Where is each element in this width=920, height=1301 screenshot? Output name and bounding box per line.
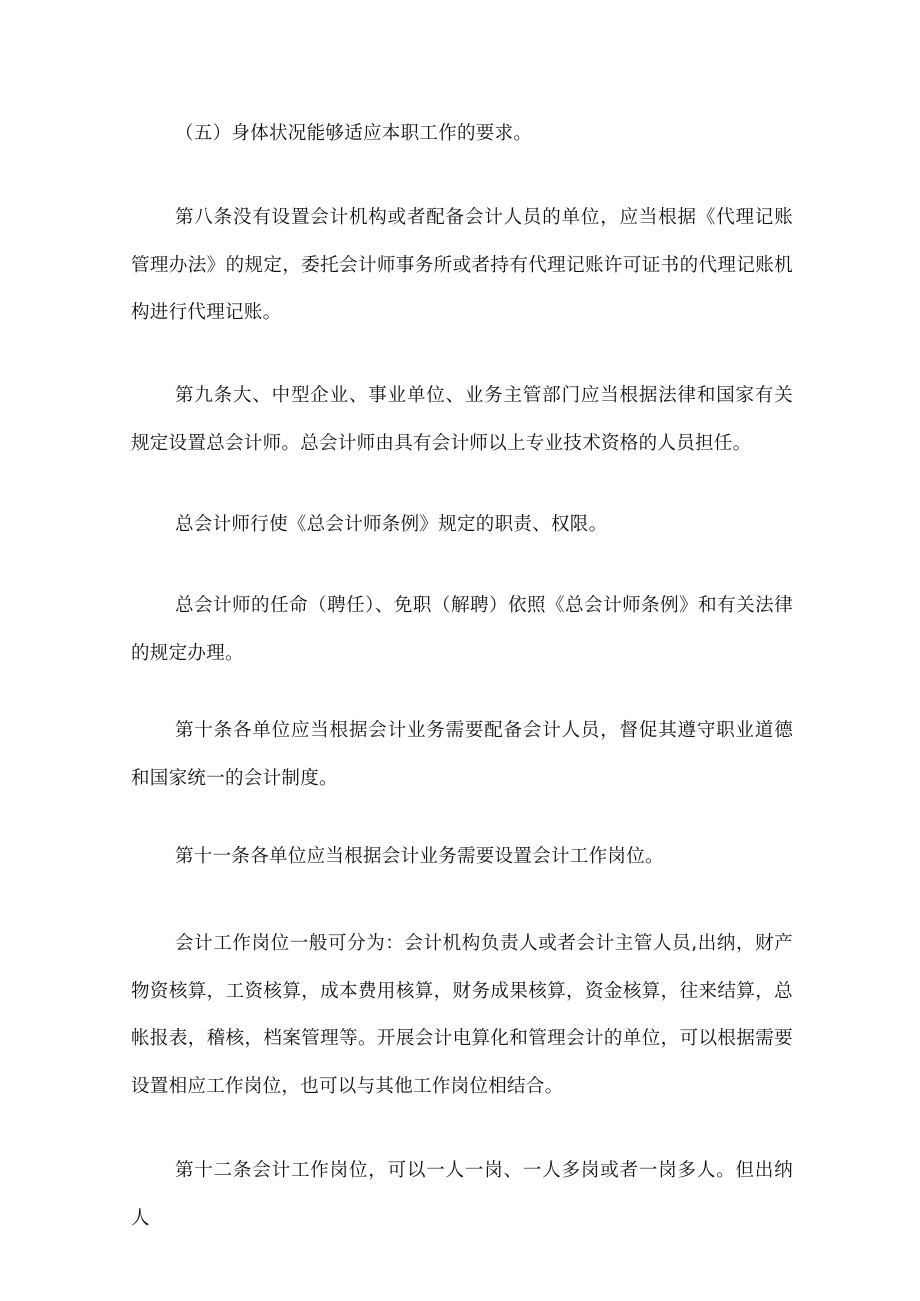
paragraph-article-11: 第十一条各单位应当根据会计业务需要设置会计工作岗位。 [175, 846, 664, 867]
paragraph-cfo-duties: 总会计师行使《总会计师条例》规定的职责、权限。 [175, 514, 608, 535]
paragraph-cfo-appointment: 总会计师的任命（聘任）、免职（解聘）依照《总会计师条例》和有关法律的规定办理。 [131, 595, 793, 664]
paragraph-item-5-health: （五）身体状况能够适应本职工作的要求。 [175, 123, 533, 144]
paragraph-article-10: 第十条各单位应当根据会计业务需要配备会计人员，督促其遵守职业道德和国家统一的会计制度。 [131, 720, 793, 789]
paragraph-accounting-positions: 会计工作岗位一般可分为：会计机构负责人或者会计主管人员,出纳，财产物资核算，工资核算，成本费用核算，财务成果核算，资金核算，往来结算，总帐报表，稽核，档案管理等。开展会计电算化和管理会计的单位，可以根据需要设置相应工作岗位，也可以与其他工作岗位相结合。 [131, 933, 793, 1097]
paragraph-article-8: 第八条没有设置会计机构或者配备会计人员的单位，应当根据《代理记账管理办法》的规定，委托会计师事务所或者持有代理记账许可证书的代理记账机构进行代理记账。 [131, 207, 793, 323]
paragraph-article-9: 第九条大、中型企业、事业单位、业务主管部门应当根据法律和国家有关规定设置总会计师。总会计师由具有会计师以上专业技术资格的人员担任。 [131, 385, 793, 454]
paragraph-article-12: 第十二条会计工作岗位，可以一人一岗、一人多岗或者一岗多人。但出纳人 [131, 1160, 793, 1229]
